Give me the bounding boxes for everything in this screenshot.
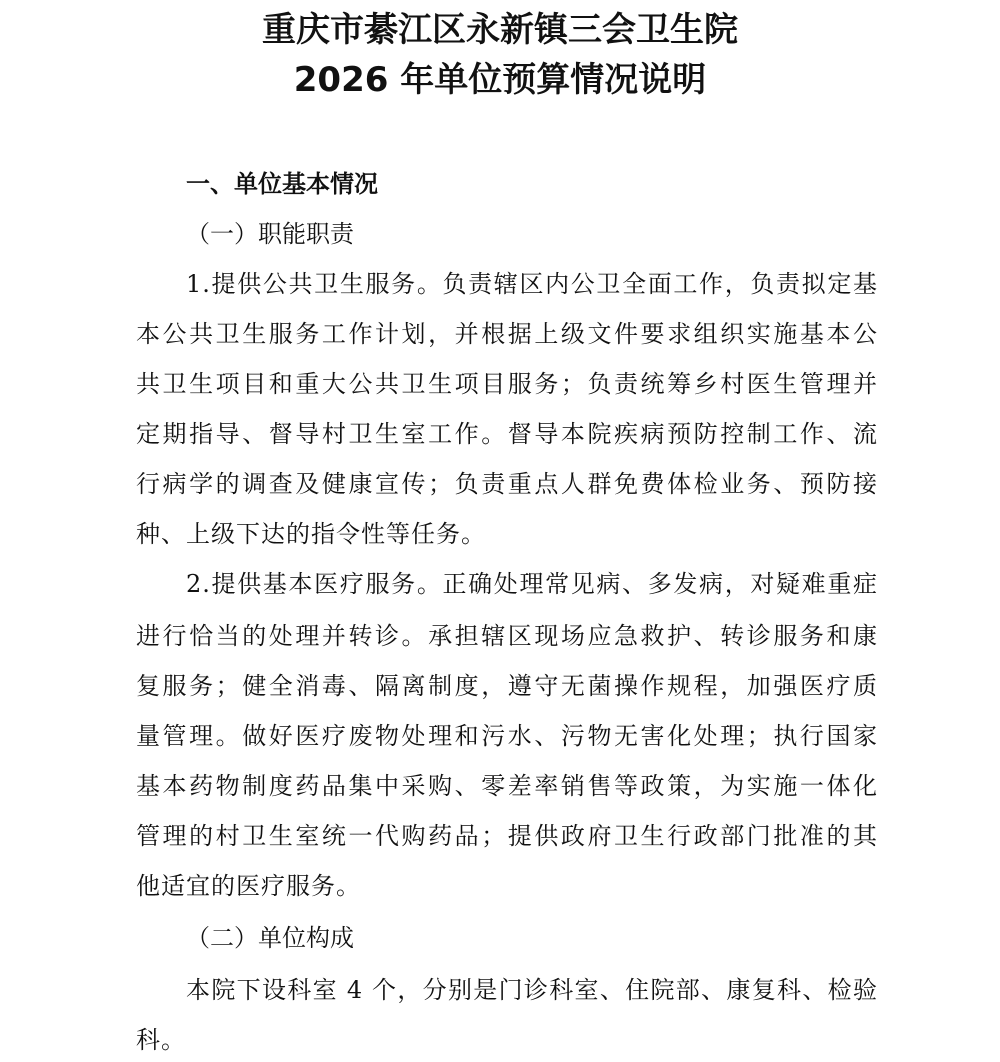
paragraph-line: 1.提供公共卫生服务。负责辖区内公卫全面工作，负责拟定基: [186, 270, 878, 298]
paragraph-line: 种、上级下达的指令性等任务。: [136, 520, 486, 548]
paragraph-line: 行病学的调查及健康宣传；负责重点人群免费体检业务、预防接: [136, 470, 878, 498]
paragraph-line: 基本药物制度药品集中采购、零差率销售等政策，为实施一体化: [136, 772, 878, 800]
subsection-heading-functions: （一）职能职责: [186, 220, 354, 248]
paragraph-line: 他适宜的医疗服务。: [136, 872, 361, 900]
paragraph-line: 本公共卫生服务工作计划，并根据上级文件要求组织实施基本公: [136, 320, 878, 348]
paragraph-line: 定期指导、督导村卫生室工作。督导本院疾病预防控制工作、流: [136, 420, 878, 448]
document-title-line-1: 重庆市綦江区永新镇三会卫生院: [262, 10, 738, 50]
paragraph-line: 本院下设科室 4 个，分别是门诊科室、住院部、康复科、检验: [186, 976, 878, 1004]
paragraph-line: 2.提供基本医疗服务。正确处理常见病、多发病，对疑难重症: [186, 570, 878, 598]
paragraph-line: 科。: [136, 1026, 186, 1054]
paragraph-line: 量管理。做好医疗废物处理和污水、污物无害化处理；执行国家: [136, 722, 878, 750]
paragraph-line: 共卫生项目和重大公共卫生项目服务；负责统筹乡村医生管理并: [136, 370, 878, 398]
document-title-line-2: 2026 年单位预算情况说明: [293, 60, 707, 100]
paragraph-line: 管理的村卫生室统一代购药品；提供政府卫生行政部门批准的其: [136, 822, 878, 850]
subsection-heading-composition: （二）单位构成: [186, 924, 354, 952]
section-heading-basic-info: 一、单位基本情况: [186, 170, 378, 198]
paragraph-line: 进行恰当的处理并转诊。承担辖区现场应急救护、转诊服务和康: [136, 622, 878, 650]
paragraph-line: 复服务；健全消毒、隔离制度，遵守无菌操作规程，加强医疗质: [136, 672, 878, 700]
